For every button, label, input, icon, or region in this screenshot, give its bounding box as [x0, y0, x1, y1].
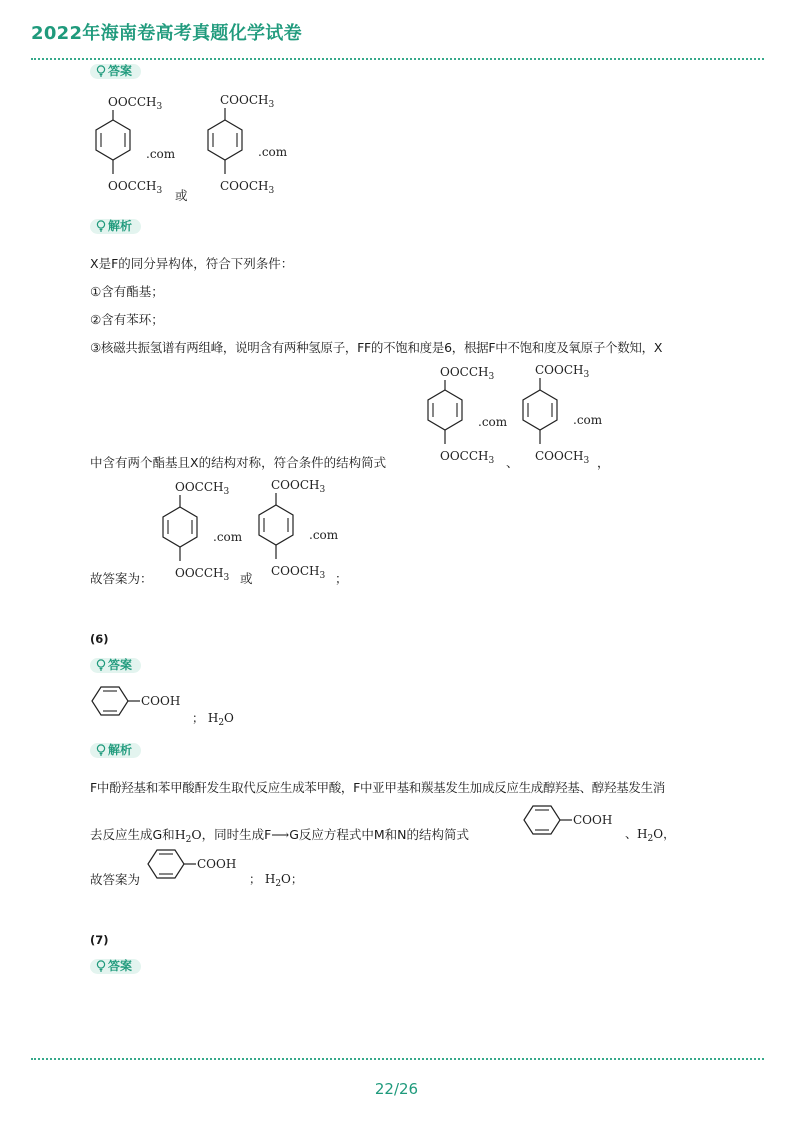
analysis-line: ①含有酯基；: [90, 284, 164, 299]
conclusion-water: ； $H_2O$；: [249, 872, 303, 889]
conclusion-prefix: 故答案为：: [90, 571, 153, 586]
line-end: ，: [597, 455, 610, 470]
benzoic-acid-structure: [522, 803, 632, 837]
analysis-line: ③核磁共振氢谱有两组峰，说明含有两种氢原子，FF的不饱和度是6，根据F中不饱和度及氧原子个数知，X: [90, 340, 663, 355]
conclusion-prefix: 故答案为: [90, 872, 141, 887]
answer-tag: [90, 64, 141, 79]
analysis-tag: [90, 743, 141, 758]
answer-tag-label: 答案: [108, 658, 133, 672]
svg-text:COOH: COOH: [197, 857, 237, 871]
svg-text:COOCH3: $COOCH_3$: [220, 179, 275, 196]
answer-or: 或: [175, 188, 188, 203]
analysis-tag-label: 解析: [108, 219, 133, 233]
analysis-tag: [90, 219, 141, 234]
analysis-line: 去反应生成G和$H_2O$，同时生成F⟶G反应方程式中M和N的结构简式: [90, 827, 470, 845]
analysis-water: 、$H_2O$，: [625, 827, 676, 844]
svg-text:.com: .com: [478, 415, 508, 429]
benzoic-acid-structure: [90, 684, 200, 718]
footer-divider: [31, 1058, 764, 1060]
lightbulb-icon: [96, 960, 106, 972]
analysis-line: 中含有两个酯基且X的结构对称，符合条件的结构简式: [90, 455, 387, 470]
svg-text:OOCCH3: $OOCCH_3$: [175, 566, 230, 583]
document-title: 2022年海南卷高考真题化学试卷: [31, 23, 302, 44]
separator: 、: [506, 455, 519, 470]
question-number: (7): [90, 933, 109, 947]
svg-text:COOCH3: $COOCH_3$: [271, 478, 326, 495]
diacetoxybenzene-structure: [155, 475, 245, 587]
svg-text:COOH: COOH: [141, 694, 181, 708]
answer-tag-label: 答案: [108, 64, 133, 78]
svg-text:.com: .com: [213, 530, 243, 544]
analysis-line: F中酚羟基和苯甲酸酐发生取代反应生成苯甲酸，F中亚甲基和羰基发生加成反应生成醇羟基、醇羟基发生消: [90, 780, 665, 795]
svg-text:COOCH3: $COOCH_3$: [220, 93, 275, 110]
analysis-line: X是F的同分异构体，符合下列条件：: [90, 256, 294, 271]
header-divider: [31, 58, 764, 60]
svg-text:OOCCH3: $OOCCH_3$: [108, 179, 163, 196]
dimethyl-terephthalate-structure: [200, 88, 290, 203]
svg-text:.com: .com: [258, 145, 288, 159]
svg-text:.com: .com: [146, 147, 176, 161]
lightbulb-icon: [96, 659, 106, 671]
svg-text:.com: .com: [573, 413, 603, 427]
svg-text:COOH: COOH: [573, 813, 613, 827]
svg-text:OOCCH3: $OOCCH_3$: [175, 480, 230, 497]
answer-tag-label: 答案: [108, 959, 133, 973]
svg-text:OOCCH3: $OOCCH_3$: [440, 449, 495, 466]
lightbulb-icon: [96, 744, 106, 756]
analysis-tag-label: 解析: [108, 743, 133, 757]
conclusion-or: 或: [240, 571, 253, 586]
svg-text:COOCH3: $COOCH_3$: [535, 449, 590, 466]
answer-water: ； $H_2O$: [192, 711, 234, 728]
svg-text:COOCH3: $COOCH_3$: [535, 363, 590, 380]
answer-tag: [90, 959, 141, 974]
svg-text:OOCCH3: $OOCCH_3$: [108, 95, 163, 112]
line-end: ；: [335, 571, 348, 586]
diacetoxybenzene-structure: [420, 360, 510, 470]
svg-text:COOCH3: $COOCH_3$: [271, 564, 326, 581]
analysis-line: ②含有苯环；: [90, 312, 164, 327]
dimethyl-terephthalate-structure: [251, 473, 341, 585]
question-number: (6): [90, 632, 109, 646]
answer-tag: [90, 658, 141, 673]
svg-text:OOCCH3: $OOCCH_3$: [440, 365, 495, 382]
svg-text:.com: .com: [309, 528, 339, 542]
dimethyl-terephthalate-structure: [515, 358, 605, 470]
diacetoxybenzene-structure: [88, 88, 178, 203]
benzoic-acid-structure: [146, 847, 256, 881]
lightbulb-icon: [96, 220, 106, 232]
page-number: 22/26: [374, 1080, 419, 1098]
lightbulb-icon: [96, 65, 106, 77]
